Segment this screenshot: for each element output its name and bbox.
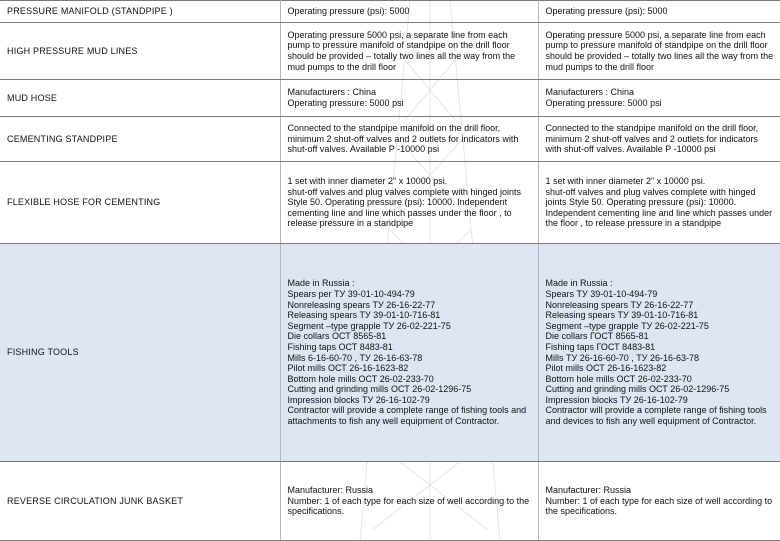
row-value-col1: 1 set with inner diameter 2" x 10000 psi. shut-off valves and plug valves complete with hinged joints Style 50. Operating pressure (psi): 10000. Independent cementing line and line which passes under the floor , to release pressure in a standpipe [280, 162, 538, 244]
row-name: PRESSURE MANIFOLD (STANDPIPE ) [0, 1, 280, 23]
row-name: FISHING TOOLS [0, 244, 280, 462]
row-value-col1: Operating pressure (psi): 5000 [280, 1, 538, 23]
row-value-col1: Operating pressure 5000 psi, a separate line from each pump to pressure manifold of standpipe on the drill floor should be provided – totally two lines all the way from the mud pumps to the drill floor [280, 23, 538, 80]
table-row [0, 162, 780, 244]
row-value-col1: Made in Russia : Spears per ТУ 39-01-10-494-79 Nonreleasing spears ТУ 26-16-22-77 Releasing spears ТУ 39-01-10-716-81 Segment –type grapple ТУ 26-02-221-75 Die collars ОСТ 8565-81 Fishing taps ОСТ 8483-81 Mills 6-16-60-70 , ТУ 26-16-63-78 Pilot mills ОСТ 26-16-1623-82 Bottom hole mills ОСТ 26-02-233-70 Cutting and grinding mills ОСТ 26-02-1296-75 Impression blocks ТУ 26-16-102-79 Contractor will provide a complete range of fishing tools and attachments to fish any well equipment of Contractor. [280, 244, 538, 462]
row-value-col2: Connected to the standpipe manifold on the drill floor, minimum 2 shut-off valves and 2 outlets for indicators with shut-off valves. Available P -10000 psi [538, 117, 780, 162]
row-name: MUD HOSE [0, 80, 280, 117]
row-value-col1: Manufacturers : China Operating pressure: 5000 psi [280, 80, 538, 117]
row-value-col1: Connected to the standpipe manifold on the drill floor, minimum 2 shut-off valves and 2 outlets for indicators with shut-off valves. Available P -10000 psi [280, 117, 538, 162]
table-row [0, 80, 780, 117]
row-value-col2: Operating pressure 5000 psi, a separate line from each pump to pressure manifold of standpipe on the drill floor should be provided – totally two lines all the way from the mud pumps to the drill floor [538, 23, 780, 80]
table-row [0, 1, 780, 23]
table-row [0, 23, 780, 80]
row-name: FLEXIBLE HOSE FOR CEMENTING [0, 162, 280, 244]
row-value-col2: Made in Russia : Spears ТУ 39-01-10-494-79 Nonreleasing spears ТУ 26-16-22-77 Releasing spears ТУ 39-01-10-716-81 Segment –type grapple ТУ 26-02-221-75 Die collars ГОСТ 8565-81 Fishing taps ГОСТ 8483-81 Mills ТУ 26-16-60-70 , ТУ 26-16-63-78 Pilot mills ОСТ 26-16-1623-82 Bottom hole mills ОСТ 26-02-233-70 Cutting and grinding mills ОСТ 26-02-1296-75 Impression blocks ТУ 26-16-102-79 Contractor will provide a complete range of fishing tools and devices to fish any well equipment of Contractor. [538, 244, 780, 462]
row-name: CEMENTING STANDPIPE [0, 117, 280, 162]
table-row [0, 462, 780, 541]
row-name: REVERSE CIRCULATION JUNK BASKET [0, 462, 280, 541]
row-value-col2: 1 set with inner diameter 2" x 10000 psi. shut-off valves and plug valves complete with hinged joints Style 50. Operating pressure (psi): 10000. Independent cementing line and line which passes under the floor , to release pressure in a standpipe [538, 162, 780, 244]
row-value-col2: Operating pressure (psi): 5000 [538, 1, 780, 23]
row-name: HIGH PRESSURE MUD LINES [0, 23, 280, 80]
row-value-col1: Manufacturer: Russia Number: 1 of each type for each size of well according to the specifications. [280, 462, 538, 541]
table-row [0, 244, 780, 462]
row-value-col2: Manufacturers : China Operating pressure: 5000 psi [538, 80, 780, 117]
table-row [0, 117, 780, 162]
row-value-col2: Manufacturer: Russia Number: 1 of each type for each size of well according to the specifications. [538, 462, 780, 541]
